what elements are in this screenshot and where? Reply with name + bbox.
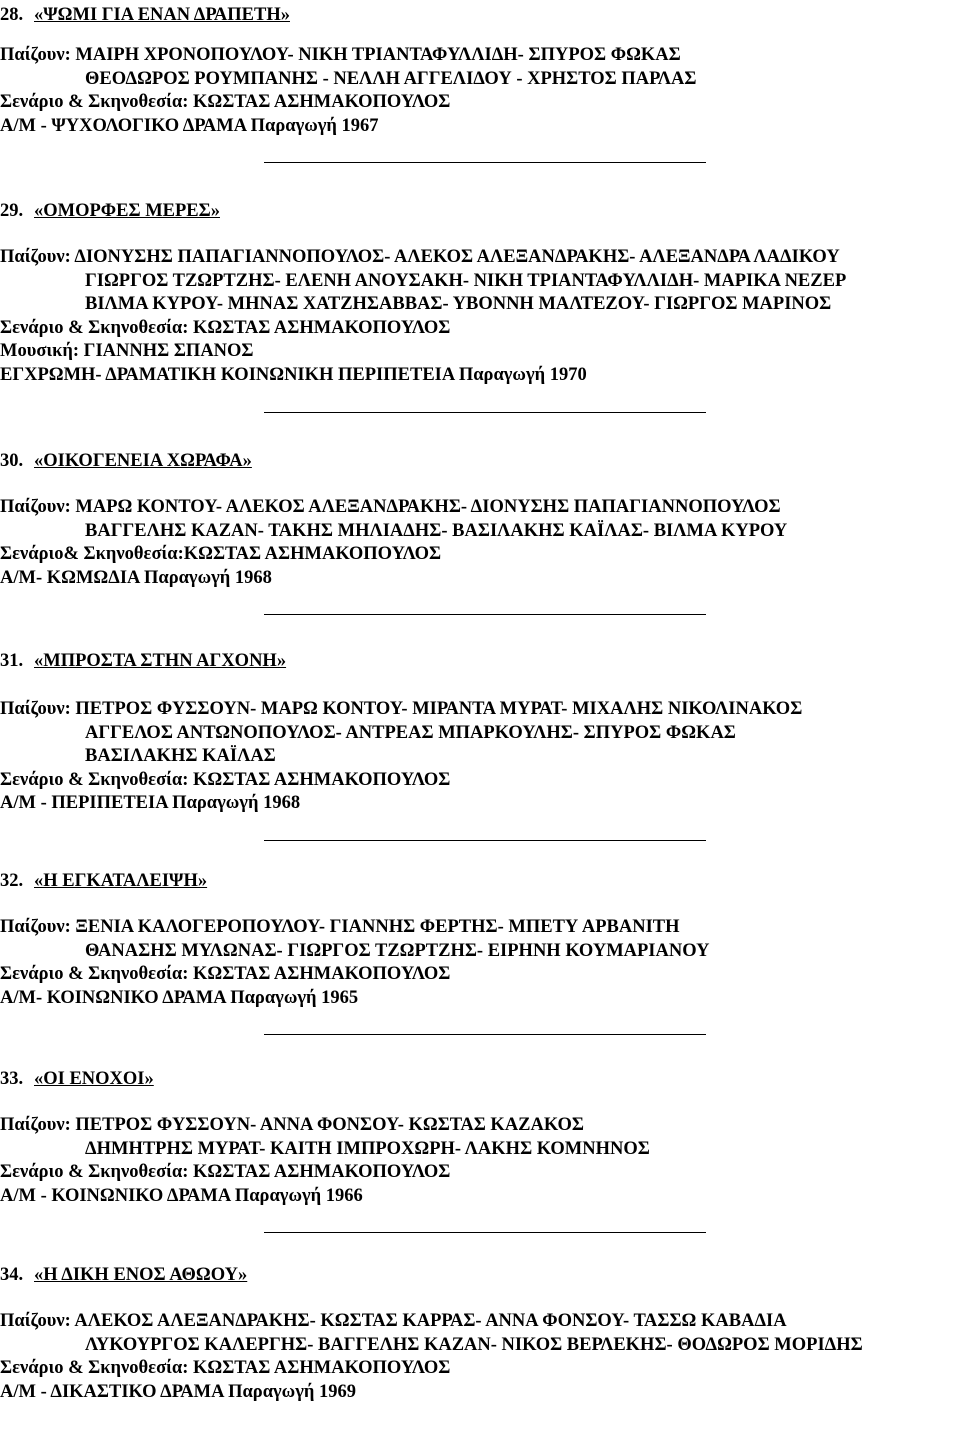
cast-line [0,698,948,720]
separator-rule [264,1232,706,1233]
film-title: «ΟΙ ΕΝΟΧΟΙ» [34,1069,154,1089]
cast-names: ΠΕΤΡΟΣ ΦΥΣΣΟΥΝ- ΜΑΡΩ ΚΟΝΤΟΥ- ΜΙΡΑΝΤΑ ΜΥΡΑΤ- ΜΙΧΑΛΗΣ ΝΙΚΟΛΙΝΑΚΟΣ [75,699,803,719]
film-title-row [0,650,948,672]
production-info: Α/Μ - ΔΙΚΑΣΤΙΚΟ ΔΡΑΜΑ Παραγωγή 1969 [0,1381,356,1402]
cast-names: ΘΕΟΔΩΡΟΣ ΡΟΥΜΠΑΝΗΣ - ΝΕΛΛΗ ΑΓΓΕΛΙΔΟΥ - ΧΡΗΣΤΟΣ ΠΑΡΛΑΣ [85,68,697,89]
credit-line: Σενάριο & Σκηνοθεσία: ΚΩΣΤΑΣ ΑΣΗΜΑΚΟΠΟΥΛΟΣ [0,769,451,790]
film-title-row [0,1068,948,1090]
production-info: Α/Μ - ΠΕΡΙΠΕΤΕΙΑ Παραγωγή 1968 [0,793,301,813]
production-info: Α/Μ- ΚΩΜΩΔΙΑ Παραγωγή 1968 [0,567,272,588]
separator-rule [264,162,706,163]
credit-line: Μουσική: ΓΙΑΝΝΗΣ ΣΠΑΝΟΣ [0,341,254,361]
cast-line [0,940,948,962]
film-number: 28. [0,5,24,25]
cast-line [0,1114,948,1136]
cast-line [0,1310,948,1332]
credit-line: Σενάριο & Σκηνοθεσία: ΚΩΣΤΑΣ ΑΣΗΜΑΚΟΠΟΥΛΟΣ [0,92,451,112]
film-title: «ΟΜΟΡΦΕΣ ΜΕΡΕΣ» [34,201,220,221]
cast-names: ΑΛΕΚΟΣ ΑΛΕΞΑΝΔΡΑΚΗΣ- ΚΩΣΤΑΣ ΚΑΡΡΑΣ- ΑΝΝΑ ΦΟΝΣΟΥ- ΤΑΣΣΩ ΚΑΒΑΔΙΑ [74,1311,787,1331]
cast-names: ΛΥΚΟΥΡΓΟΣ ΚΑΛΕΡΓΗΣ- ΒΑΓΓΕΛΗΣ ΚΑΖΑΝ- ΝΙΚΟΣ ΒΕΡΛΕΚΗΣ- ΘΟΔΩΡΟΣ ΜΟΡΙΔΗΣ [85,1334,863,1355]
cast-line [0,496,948,518]
film-title: «ΟΙΚΟΓΕΝΕΙΑ ΧΩΡΑΦΑ» [34,451,252,471]
cast-names: ΜΑΙΡΗ ΧΡΟΝΟΠΟΥΛΟΥ- ΝΙΚΗ ΤΡΙΑΝΤΑΦΥΛΛΙΔΗ- ΣΠΥΡΟΣ ΦΩΚΑΣ [75,45,681,65]
cast-line [0,916,948,938]
separator-rule [264,840,706,841]
credit-line: Σενάριο & Σκηνοθεσία: ΚΩΣΤΑΣ ΑΣΗΜΑΚΟΠΟΥΛΟΣ [0,964,451,984]
cast-names: ΒΑΓΓΕΛΗΣ ΚΑΖΑΝ- ΤΑΚΗΣ ΜΗΛΙΑΔΗΣ- ΒΑΣΙΛΑΚΗΣ ΚΑΪΛΑΣ- ΒΙΛΜΑ ΚΥΡΟΥ [85,520,788,541]
cast-line [0,246,948,268]
cast-names: ΔΙΟΝΥΣΗΣ ΠΑΠΑΓΙΑΝΝΟΠΟΥΛΟΣ- ΑΛΕΚΟΣ ΑΛΕΞΑΝΔΡΑΚΗΣ- ΑΛΕΞΑΝΔΡΑ ΛΑΔΙΚΟΥ [74,247,840,267]
cast-names: ΒΑΣΙΛΑΚΗΣ ΚΑΪΛΑΣ [85,746,276,766]
cast-label: Παίζουν: [0,1311,71,1331]
cast-line [0,44,948,66]
production-info: Α/Μ - ΨΥΧΟΛΟΓΙΚΟ ΔΡΑΜΑ Παραγωγή 1967 [0,115,379,136]
cast-line [0,270,948,292]
film-number: 32. [0,871,24,891]
cast-line [0,745,948,767]
cast-line [0,1334,948,1356]
cast-line [0,293,948,315]
cast-label: Παίζουν: [0,247,71,267]
cast-label: Παίζουν: [0,1115,71,1135]
separator-rule [264,412,706,413]
credit-line: Σενάριο & Σκηνοθεσία: ΚΩΣΤΑΣ ΑΣΗΜΑΚΟΠΟΥΛΟΣ [0,1358,451,1378]
separator-rule [264,1034,706,1035]
film-title: «ΜΠΡΟΣΤΑ ΣΤΗΝ ΑΓΧΟΝΗ» [34,651,287,671]
film-title: «Η ΔΙΚΗ ΕΝΟΣ ΑΘΩΟΥ» [34,1265,248,1285]
cast-names: ΑΓΓΕΛΟΣ ΑΝΤΩΝΟΠΟΥΛΟΣ- ΑΝΤΡΕΑΣ ΜΠΑΡΚΟΥΛΗΣ- ΣΠΥΡΟΣ ΦΩΚΑΣ [85,722,736,743]
film-number: 31. [0,651,24,671]
credit-line: Σενάριο & Σκηνοθεσία: ΚΩΣΤΑΣ ΑΣΗΜΑΚΟΠΟΥΛΟΣ [0,1162,451,1182]
cast-line [0,722,948,744]
film-title-row [0,200,948,222]
cast-line [0,68,948,90]
film-number: 29. [0,201,24,221]
cast-line [0,1138,948,1160]
film-title-row [0,4,948,26]
cast-names: ΠΕΤΡΟΣ ΦΥΣΣΟΥΝ- ΑΝΝΑ ΦΟΝΣΟΥ- ΚΩΣΤΑΣ ΚΑΖΑΚΟΣ [75,1115,584,1135]
cast-label: Παίζουν: [0,699,71,719]
film-number: 30. [0,451,24,471]
cast-names: ΒΙΛΜΑ ΚΥΡΟΥ- ΜΗΝΑΣ ΧΑΤΖΗΣΑΒΒΑΣ- ΥΒΟΝΝΗ ΜΑΛΤΕΖΟΥ- ΓΙΩΡΓΟΣ ΜΑΡΙΝΟΣ [85,294,832,314]
cast-names: ΜΑΡΩ ΚΟΝΤΟΥ- ΑΛΕΚΟΣ ΑΛΕΞΑΝΔΡΑΚΗΣ- ΔΙΟΝΥΣΗΣ ΠΑΠΑΓΙΑΝΝΟΠΟΥΛΟΣ [75,497,781,517]
production-info: Α/Μ- ΚΟΙΝΩΝΙΚΟ ΔΡΑΜΑ Παραγωγή 1965 [0,987,359,1008]
cast-names: ΔΗΜΗΤΡΗΣ ΜΥΡΑΤ- ΚΑΙΤΗ ΙΜΠΡΟΧΩΡΗ- ΛΑΚΗΣ ΚΟΜΝΗΝΟΣ [85,1138,650,1159]
cast-label: Παίζουν: [0,917,71,937]
film-title: «ΨΩΜΙ ΓΙΑ ΕΝΑΝ ΔΡΑΠΕΤΗ» [34,5,290,25]
film-title-row [0,870,948,892]
film-title-row [0,1264,948,1286]
cast-label: Παίζουν: [0,45,71,65]
film-number: 34. [0,1265,24,1285]
credit-line: Σενάριο & Σκηνοθεσία: ΚΩΣΤΑΣ ΑΣΗΜΑΚΟΠΟΥΛΟΣ [0,317,451,338]
production-info: Α/Μ - ΚΟΙΝΩΝΙΚΟ ΔΡΑΜΑ Παραγωγή 1966 [0,1185,363,1206]
film-number: 33. [0,1069,24,1089]
cast-names: ΞΕΝΙΑ ΚΑΛΟΓΕΡΟΠΟΥΛΟΥ- ΓΙΑΝΝΗΣ ΦΕΡΤΗΣ- ΜΠΕΤΥ ΑΡΒΑΝΙΤΗ [75,917,680,937]
production-info: ΕΓΧΡΩΜΗ- ΔΡΑΜΑΤΙΚΗ ΚΟΙΝΩΝΙΚΗ ΠΕΡΙΠΕΤΕΙΑ Παραγωγή 1970 [0,364,587,385]
cast-label: Παίζουν: [0,497,71,517]
cast-line [0,520,948,542]
cast-names: ΓΙΩΡΓΟΣ ΤΖΩΡΤΖΗΣ- ΕΛΕΝΗ ΑΝΟΥΣΑΚΗ- ΝΙΚΗ ΤΡΙΑΝΤΑΦΥΛΛΙΔΗ- ΜΑΡΙΚΑ ΝΕΖΕΡ [85,270,847,291]
film-title-row [0,450,948,472]
credit-line: Σενάριο& Σκηνοθεσία:ΚΩΣΤΑΣ ΑΣΗΜΑΚΟΠΟΥΛΟΣ [0,544,442,564]
film-title: «Η ΕΓΚΑΤΑΛΕΙΨΗ» [34,871,208,891]
cast-names: ΘΑΝΑΣΗΣ ΜΥΛΩΝΑΣ- ΓΙΩΡΓΟΣ ΤΖΩΡΤΖΗΣ- ΕΙΡΗΝΗ ΚΟΥΜΑΡΙΑΝΟΥ [85,940,710,961]
separator-rule [264,614,706,615]
